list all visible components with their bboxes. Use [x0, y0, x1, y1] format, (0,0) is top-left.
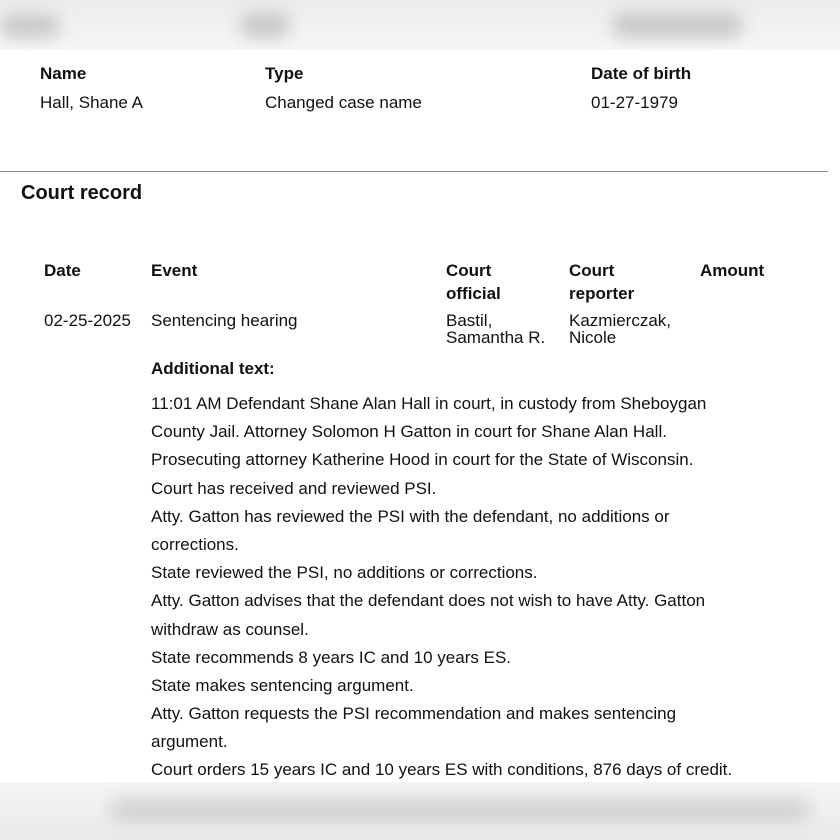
dob-header: Date of birth: [591, 64, 692, 83]
blurred-text: [612, 12, 742, 38]
court-official-column-header: Court official: [446, 261, 501, 303]
section-title: Court record: [21, 182, 143, 204]
additional-text-line: Atty. Gatton requests the PSI recommendation and makes sentencing: [151, 704, 677, 724]
court-reporter-column-header: Court reporter: [569, 261, 635, 303]
additional-text-body: [151, 390, 732, 785]
additional-text-line: withdraw as counsel.: [151, 619, 309, 639]
type-header: Type: [265, 64, 304, 83]
entry-court-reporter: Kazmierczak, Nicole: [569, 311, 672, 347]
additional-text-line: State reviewed the PSI, no additions or corrections.: [151, 563, 538, 583]
party-name: Hall, Shane A: [40, 93, 144, 112]
additional-text-line: argument.: [151, 732, 228, 752]
entry-event: Sentencing hearing: [151, 311, 298, 330]
additional-text-line: State makes sentencing argument.: [151, 675, 414, 695]
additional-text-line: 11:01 AM Defendant Shane Alan Hall in court, in custody from Sheboygan: [151, 394, 707, 413]
section-divider: [0, 171, 828, 172]
entry-court-official: Bastil, Samantha R.: [446, 311, 546, 347]
date-column-header: Date: [44, 261, 81, 280]
event-column-header: Event: [151, 261, 198, 280]
additional-text-line: Prosecuting attorney Katherine Hood in court for the State of Wisconsin.: [151, 450, 694, 470]
amount-column-header: Amount: [700, 261, 765, 280]
additional-text-line: County Jail. Attorney Solomon H Gatton in court for Shane Alan Hall.: [151, 422, 667, 442]
blurred-text: [110, 798, 810, 822]
additional-text-line: State recommends 8 years IC and 10 years ES.: [151, 647, 512, 667]
additional-text-line: Atty. Gatton advises that the defendant does not wish to have Atty. Gatton: [151, 591, 706, 611]
entry-date: 02-25-2025: [44, 311, 131, 330]
blurred-footer: [0, 782, 840, 840]
party-type: Changed case name: [265, 93, 422, 112]
party-dob: 01-27-1979: [591, 93, 678, 112]
blurred-text: [240, 12, 290, 38]
additional-text-line: Court orders 15 years IC and 10 years ES with conditions, 876 days of credit.: [151, 760, 733, 780]
blurred-text: [0, 14, 60, 38]
additional-text-label: Additional text:: [151, 359, 275, 378]
additional-text-line: corrections.: [151, 534, 239, 554]
additional-text-line: Court has received and reviewed PSI.: [151, 478, 437, 498]
additional-text-line: Atty. Gatton has reviewed the PSI with the defendant, no additions or: [151, 506, 670, 526]
blurred-header: [0, 0, 840, 50]
name-header: Name: [40, 64, 87, 83]
